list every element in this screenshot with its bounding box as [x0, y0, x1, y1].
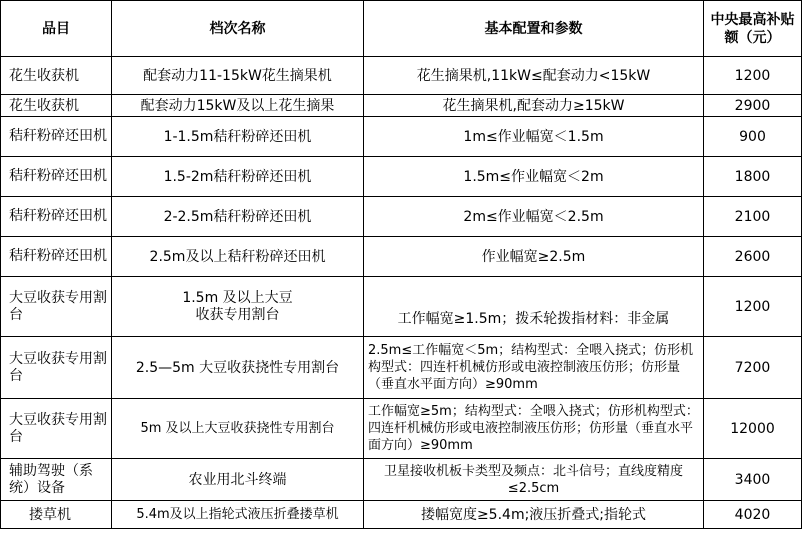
- row-item: 辅助驾驶（系统）设备: [1, 459, 112, 501]
- header-grade: 档次名称: [112, 1, 364, 57]
- row-config: 1m≤作业幅宽＜1.5m: [364, 117, 704, 157]
- table-row: [1, 197, 802, 237]
- row-subsidy: 2600: [704, 237, 802, 277]
- row-subsidy: 3400: [704, 459, 802, 501]
- row-subsidy: 7200: [704, 337, 802, 399]
- table-row: [1, 459, 802, 501]
- row-item: 大豆收获专用割台: [1, 337, 112, 399]
- row-grade: 5m 及以上大豆收获挠性专用割台: [112, 399, 364, 459]
- row-subsidy: 1200: [704, 277, 802, 337]
- header-row: [1, 1, 802, 57]
- table-row: [1, 501, 802, 529]
- row-item: 秸秆粉碎还田机: [1, 197, 112, 237]
- row-item: 花生收获机: [1, 57, 112, 95]
- row-grade: 1.5-2m秸秆粉碎还田机: [112, 157, 364, 197]
- row-grade: 配套动力15kW及以上花生摘果: [112, 95, 364, 117]
- table-row: [1, 399, 802, 459]
- row-grade: 1-1.5m秸秆粉碎还田机: [112, 117, 364, 157]
- row-grade: 2-2.5m秸秆粉碎还田机: [112, 197, 364, 237]
- row-grade: 2.5—5m 大豆收获挠性专用割台: [112, 337, 364, 399]
- table-row: [1, 277, 802, 337]
- table-row: [1, 337, 802, 399]
- row-grade: 配套动力11-15kW花生摘果机: [112, 57, 364, 95]
- row-subsidy: 900: [704, 117, 802, 157]
- row-config: 花生摘果机,11kW≤配套动力<15kW: [364, 57, 704, 95]
- row-grade: 1.5m 及以上大豆收获专用割台: [112, 277, 364, 337]
- row-config: 卫星接收机板卡类型及频点：北斗信号；直线度精度≤2.5cm: [364, 459, 704, 501]
- table-row: [1, 117, 802, 157]
- row-item: 大豆收获专用割台: [1, 399, 112, 459]
- row-config: 作业幅宽≥2.5m: [364, 237, 704, 277]
- row-subsidy: 1200: [704, 57, 802, 95]
- row-item: 秸秆粉碎还田机: [1, 117, 112, 157]
- row-item: 搂草机: [1, 501, 112, 529]
- row-subsidy: 2900: [704, 95, 802, 117]
- row-grade: 5.4m及以上指轮式液压折叠搂草机: [112, 501, 364, 529]
- row-subsidy: 4020: [704, 501, 802, 529]
- row-config: 工作幅宽≥1.5m；拨禾轮拨指材料：非金属: [364, 277, 704, 337]
- row-subsidy: 2100: [704, 197, 802, 237]
- row-item: 秸秆粉碎还田机: [1, 157, 112, 197]
- table-row: [1, 157, 802, 197]
- table-row: [1, 95, 802, 117]
- header-subsidy: 中央最高补贴额（元）: [704, 1, 802, 57]
- row-subsidy: 12000: [704, 399, 802, 459]
- row-grade: 2.5m及以上秸秆粉碎还田机: [112, 237, 364, 277]
- row-item: 大豆收获专用割台: [1, 277, 112, 337]
- table-row: [1, 237, 802, 277]
- row-config: 搂幅宽度≥5.4m;液压折叠式;指轮式: [364, 501, 704, 529]
- row-item: 花生收获机: [1, 95, 112, 117]
- table-row: [1, 57, 802, 95]
- header-item: 品目: [1, 1, 112, 57]
- row-item: 秸秆粉碎还田机: [1, 237, 112, 277]
- row-config: 2.5m≤工作幅宽＜5m；结构型式：全喂入挠式；仿形机构型式：四连杆机械仿形或电液控制液压仿形；仿形量（垂直水平面方向）≥90mm: [364, 337, 704, 399]
- row-subsidy: 1800: [704, 157, 802, 197]
- row-grade: 农业用北斗终端: [112, 459, 364, 501]
- row-config: 1.5m≤作业幅宽＜2m: [364, 157, 704, 197]
- row-config: 2m≤作业幅宽＜2.5m: [364, 197, 704, 237]
- row-config: 工作幅宽≥5m；结构型式：全喂入挠式；仿形机构型式：四连杆机械仿形或电液控制液压仿形；仿形量（垂直水平面方向）≥90mm: [364, 399, 704, 459]
- row-config: 花生摘果机,配套动力≥15kW: [364, 95, 704, 117]
- header-config: 基本配置和参数: [364, 1, 704, 57]
